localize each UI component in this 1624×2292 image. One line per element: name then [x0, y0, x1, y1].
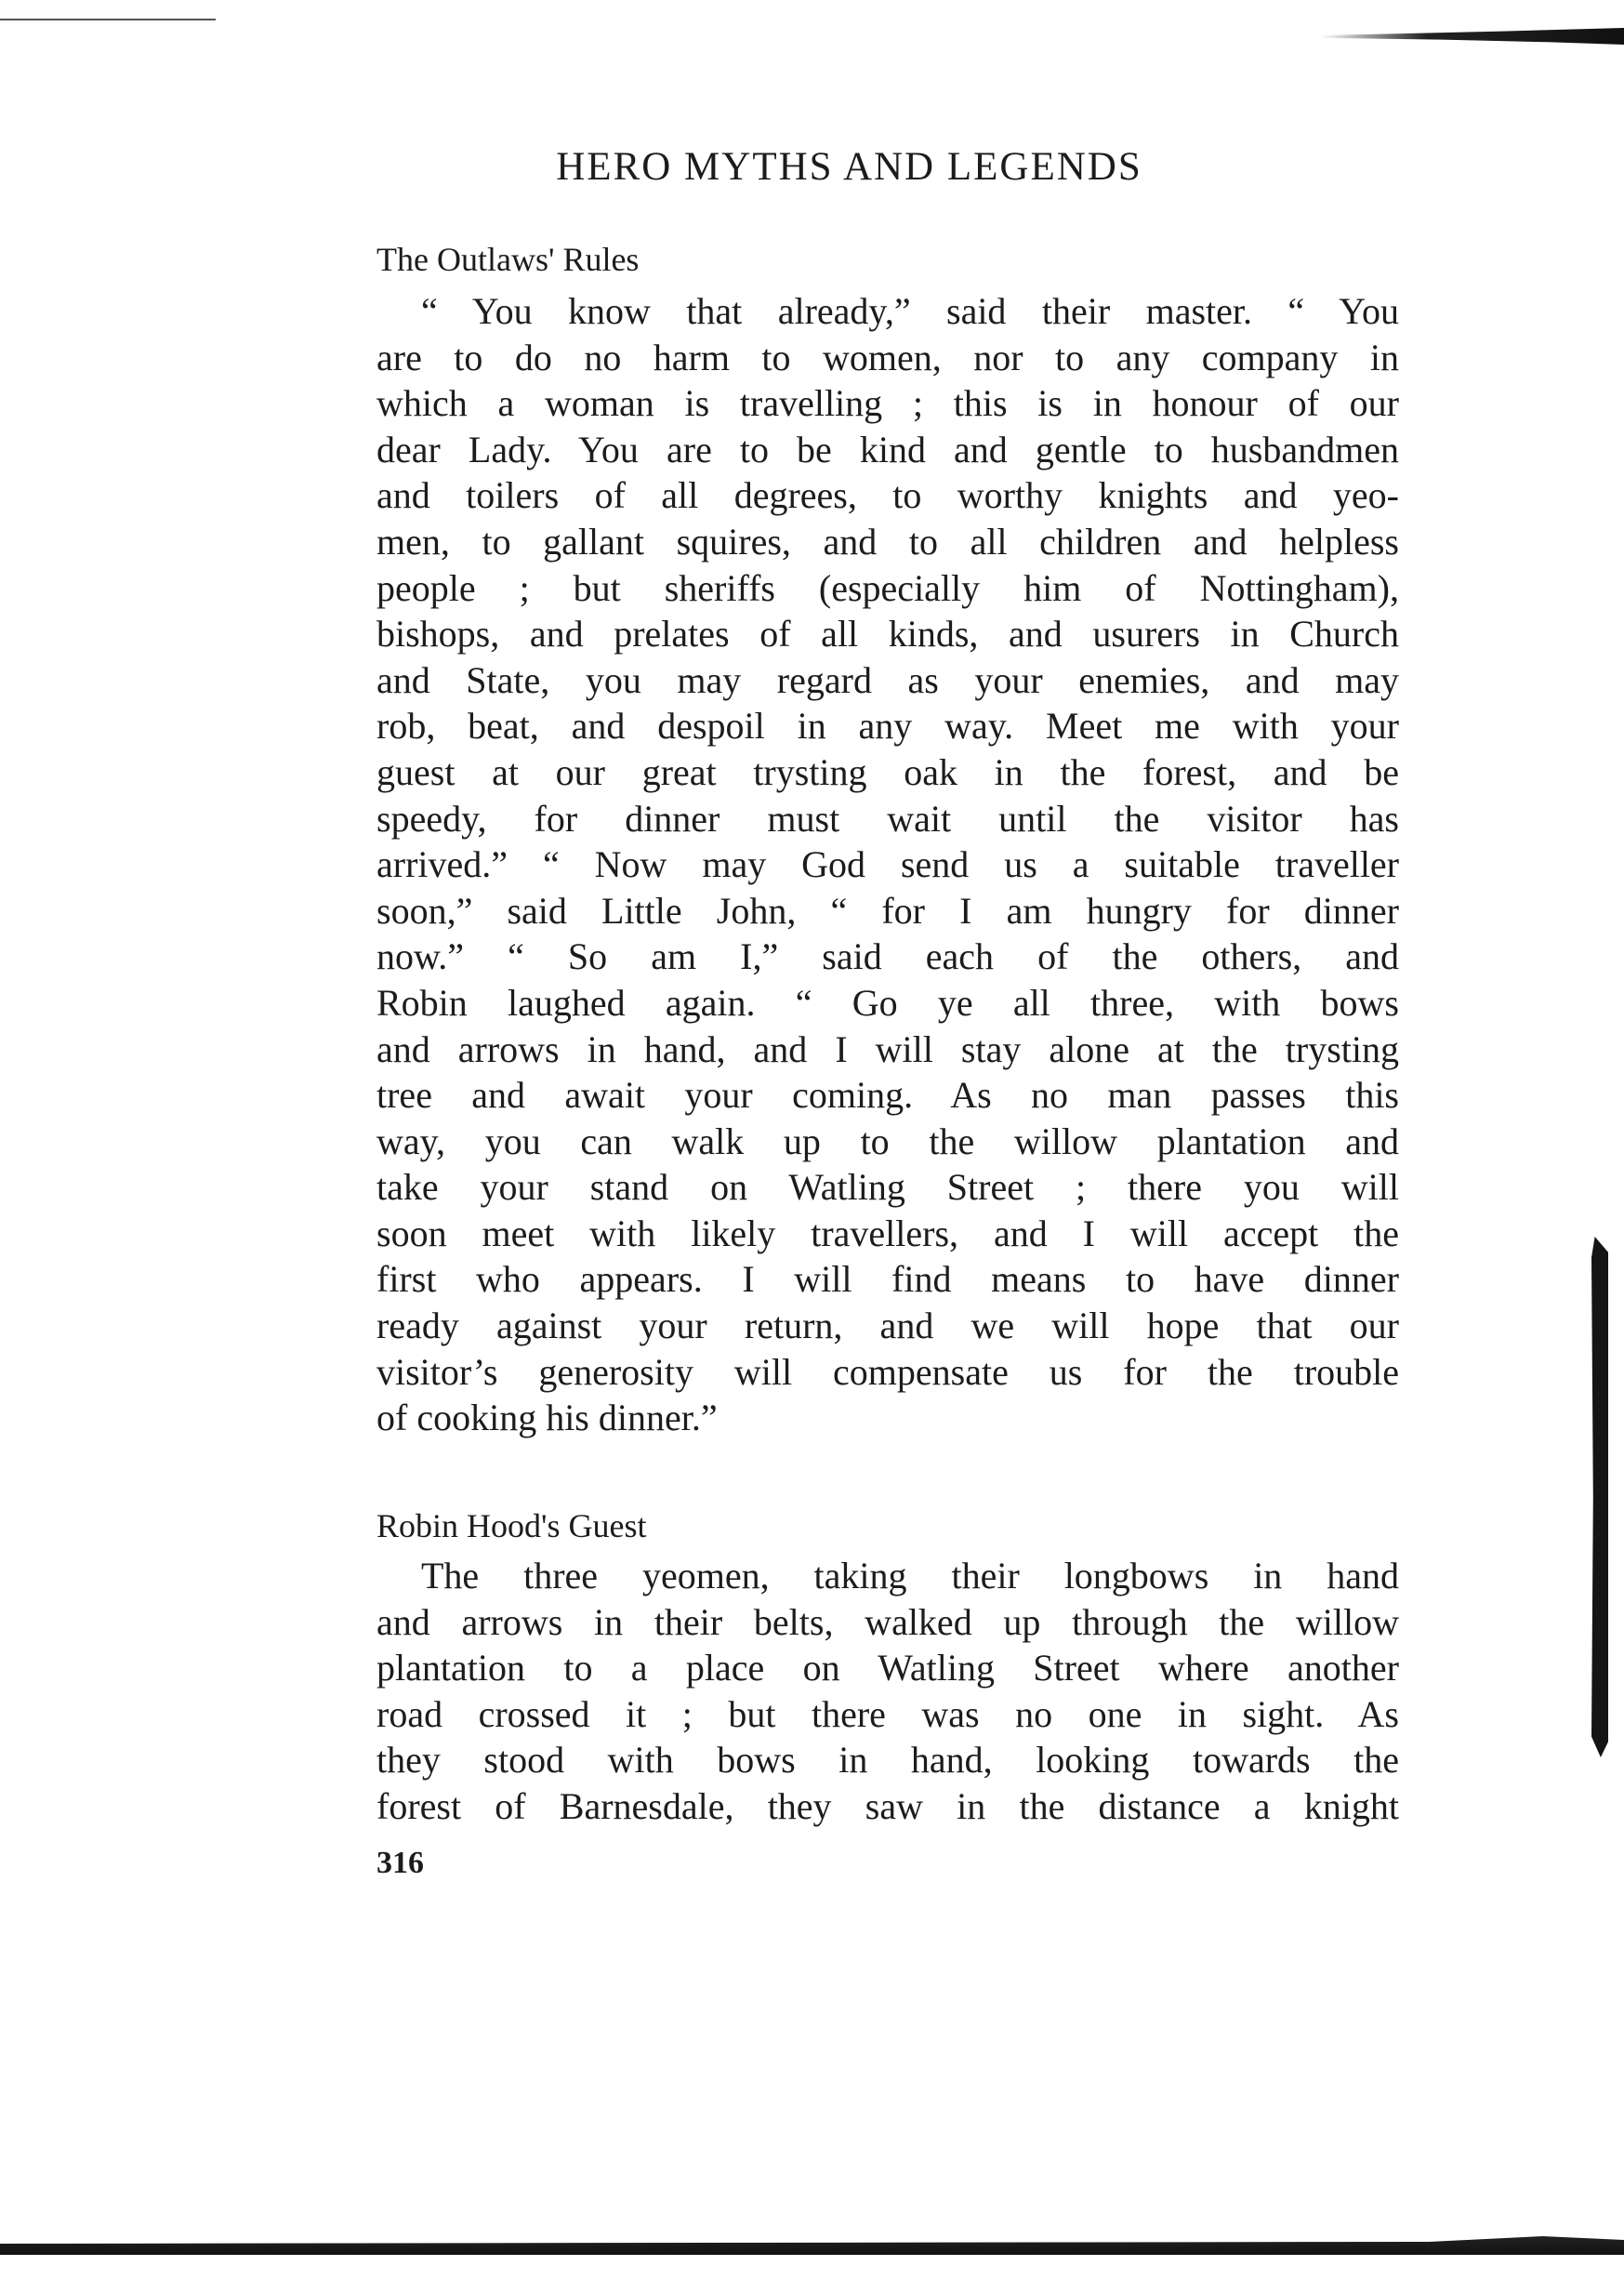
text-line: bishops, and prelates of all kinds, and usurers in Church — [376, 613, 1399, 656]
text-line: are to do no harm to women, nor to any company in — [376, 336, 1399, 378]
text-line: and arrows in hand, and I will stay alone at the trysting — [376, 1027, 1399, 1070]
text-line: first who appears. I will find means to have dinner — [376, 1258, 1399, 1301]
page-number: 316 — [376, 1846, 424, 1880]
text-line: tree and await your coming. As no man passes this — [376, 1074, 1399, 1117]
text-line: and toilers of all degrees, to worthy knights and yeo- — [376, 474, 1399, 517]
scan-smudge-top-right — [1320, 28, 1624, 45]
text-line: plantation to a place on Watling Street where another — [376, 1647, 1399, 1689]
text-line: dear Lady. You are to be kind and gentle to husbandmen — [376, 428, 1399, 470]
text-line: way, you can walk up to the willow plantation and — [376, 1120, 1399, 1162]
text-line: “ You know that already,” said their master. “ You — [421, 290, 1399, 332]
section-heading-outlaws-rules: The Outlaws' Rules — [376, 241, 640, 278]
text-line: speedy, for dinner must wait until the visitor has — [376, 797, 1399, 840]
running-header: HERO MYTHS AND LEGENDS — [556, 145, 1142, 189]
paragraph-outlaws-rules — [376, 288, 1399, 1441]
text-line: which a woman is travelling ; this is in honour of our — [376, 382, 1399, 425]
scan-edge-bar-right — [1591, 1237, 1608, 1757]
paragraph-robin-hoods-guest — [376, 1553, 1399, 1830]
text-line: Robin laughed again. “ Go ye all three, with bows — [376, 981, 1399, 1024]
scan-rule-top-left — [0, 19, 216, 20]
text-line: arrived.” “ Now may God send us a suitable traveller — [376, 843, 1399, 886]
text-line: forest of Barnesdale, they saw in the distance a knight — [376, 1784, 1399, 1827]
text-line: visitor’s generosity will compensate us for the trouble — [376, 1350, 1399, 1393]
section-heading-robin-hoods-guest: Robin Hood's Guest — [376, 1507, 647, 1544]
text-line: The three yeomen, taking their longbows in hand — [421, 1555, 1399, 1596]
scan-edge-bar-bottom — [0, 2236, 1624, 2255]
text-line: soon meet with likely travellers, and I will accept the — [376, 1212, 1399, 1254]
text-line: and arrows in their belts, walked up through the willow — [376, 1600, 1399, 1643]
text-line: ready against your return, and we will hope that our — [376, 1305, 1399, 1347]
text-line: men, to gallant squires, and to all children and helpless — [376, 520, 1399, 563]
text-line: now.” “ So am I,” said each of the others, and — [376, 935, 1399, 978]
text-line: guest at our great trysting oak in the forest, and be — [376, 750, 1399, 793]
text-line: rob, beat, and despoil in any way. Meet me with your — [376, 705, 1399, 748]
text-line: soon,” said Little John, “ for I am hungry for dinner — [376, 889, 1399, 932]
text-line: they stood with bows in hand, looking towards the — [376, 1739, 1399, 1782]
text-line: and State, you may regard as your enemies, and may — [376, 658, 1399, 701]
text-line: take your stand on Watling Street ; there you will — [376, 1166, 1399, 1209]
text-line: road crossed it ; but there was no one in sight. As — [376, 1692, 1399, 1735]
text-line: of cooking his dinner.” — [376, 1397, 718, 1439]
text-line: people ; but sheriffs (especially him of Nottingham), — [376, 566, 1399, 609]
